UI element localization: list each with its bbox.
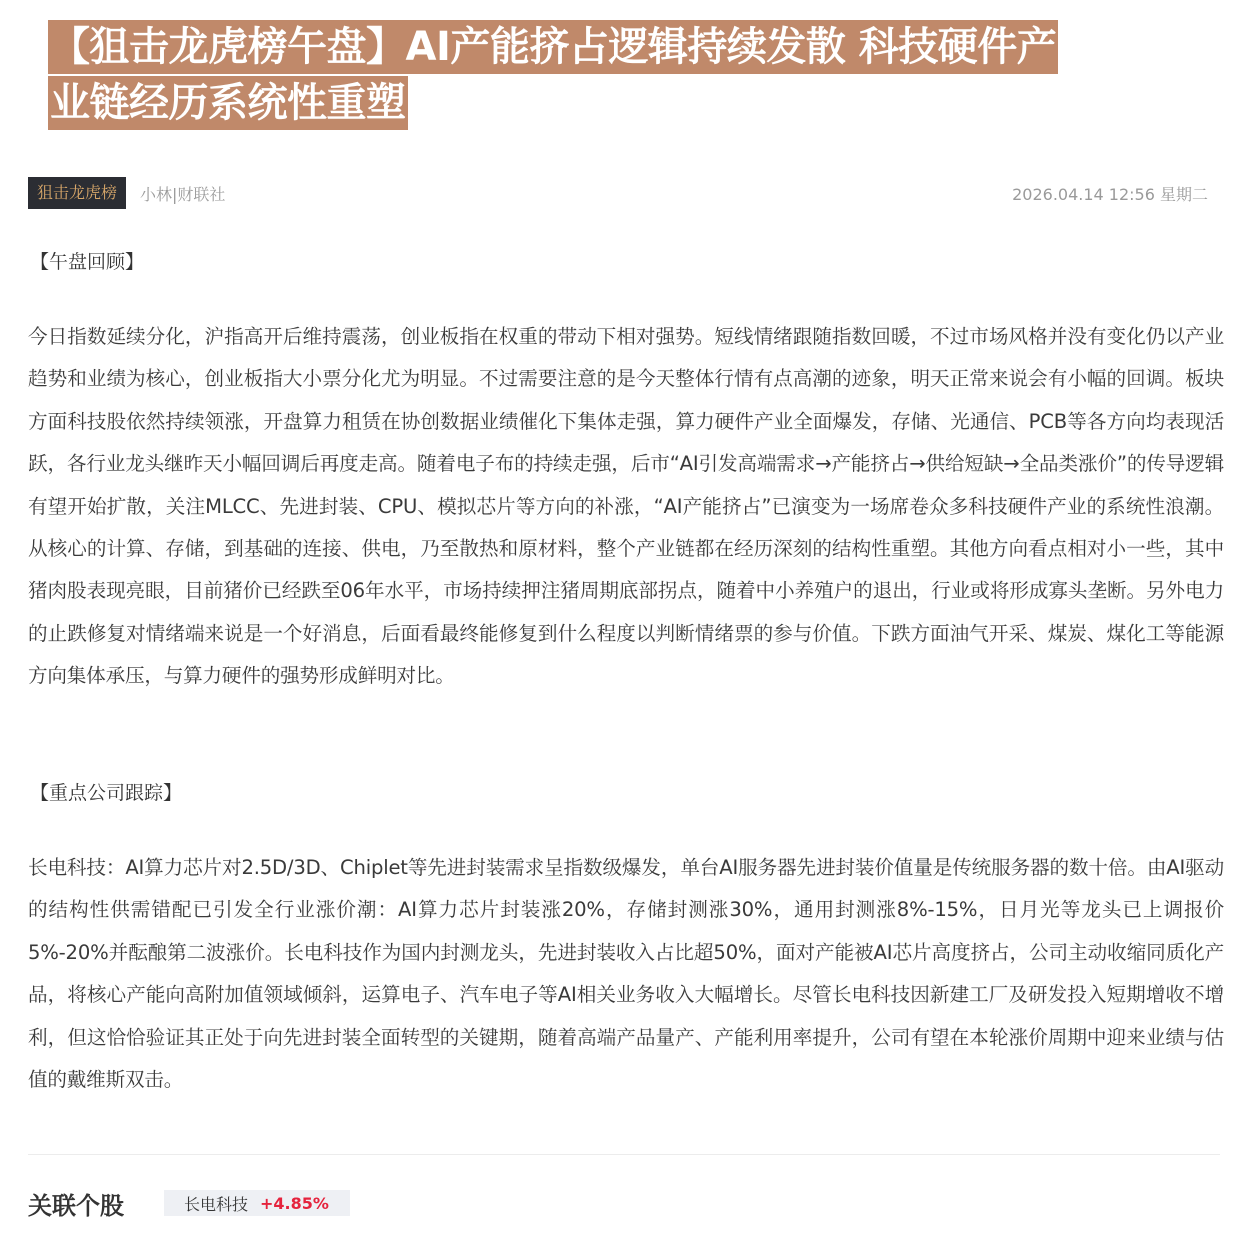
author-source: 小林|财联社 <box>140 184 226 204</box>
stock-name: 长电科技 <box>184 1194 249 1214</box>
related-stocks-title: 关联个股 <box>28 1191 124 1220</box>
section-heading-company-tracking: 【重点公司跟踪】 <box>30 782 183 804</box>
stock-change: +4.85% <box>260 1193 329 1213</box>
article-meta <box>28 177 1220 209</box>
column-badge[interactable]: 狙击龙虎榜 <box>28 177 126 209</box>
title-line-1: 【狙击龙虎榜午盘】AI产能挤占逻辑持续发散 科技硬件产 <box>48 20 1058 74</box>
title-line-2: 业链经历系统性重塑 <box>48 76 408 130</box>
section-body-midday-review: 今日指数延续分化，沪指高开后维持震荡，创业板指在权重的带动下相对强势。短线情绪跟随指数回暖，不过市场风格并没有变化仍以产业趋势和业绩为核心，创业板指大小票分化尤为明显。不过需要注意的是今天整体行情有点高潮的迹象，明天正常来说会有小幅的回调。板块方面科技股依然持续领涨，开盘算力租赁在协创数据业绩催化下集体走强，算力硬件产业全面爆发，存储、光通信、PCB等各方向均表现活跃，各行业龙头继昨天小幅回调后再度走高。随着电子布的持续走强，后市“AI引发高端需求→产能挤占→供给短缺→全品类涨价”的传导逻辑有望开始扩散，关注MLCC、先进封装、CPU、模拟芯片等方向的补涨，“AI产能挤占”已演变为一场席卷众多科技硬件产业的系统性浪潮。从核心的计算、存储，到基础的连接、供电，乃至散热和原材料，整个产业链都在经历深刻的结构性重塑。其他方向看点相对小一些，其中猪肉股表现亮眼，目前猪价已经跌至06年水平，市场持续押注猪周期底部拐点，随着中小养殖户的退出，行业或将形成寡头垄断。另外电力的止跌修复对情绪端来说是一个好消息，后面看最终能修复到什么程度以判断情绪票的参与价值。下跌方面油气开采、煤炭、煤化工等能源方向集体承压，与算力硬件的强势形成鲜明对比。 <box>28 325 1224 688</box>
article-title <box>48 20 1208 132</box>
stock-chip[interactable] <box>164 1190 350 1216</box>
related-stocks <box>28 1184 350 1222</box>
section-body-company-tracking: 长电科技：AI算力芯片对2.5D/3D、Chiplet等先进封装需求呈指数级爆发，单台AI服务器先进封装价值量是传统服务器的数十倍。由AI驱动的结构性供需错配已引发全行业涨价潮：AI算力芯片封装涨20%，存储封测涨30%，通用封测涨8%-15%，日月光等龙头已上调报价5%-20%并酝酿第二波涨价。长电科技作为国内封测龙头，先进封装收入占比超50%，面对产能被AI芯片高度挤占，公司主动收缩同质化产品，将核心产能向高附加值领域倾斜，运算电子、汽车电子等AI相关业务收入大幅增长。尽管长电科技因新建工厂及研发投入短期增收不增利，但这恰恰验证其正处于向先进封装全面转型的关键期，随着高端产品量产、产能利用率提升，公司有望在本轮涨价周期中迎来业绩与估值的戴维斯双击。 <box>28 856 1224 1092</box>
publish-datetime: 2026.04.14 12:56 星期二 <box>1012 184 1208 204</box>
section-heading-midday-review: 【午盘回顾】 <box>30 251 145 273</box>
divider <box>28 1154 1220 1155</box>
